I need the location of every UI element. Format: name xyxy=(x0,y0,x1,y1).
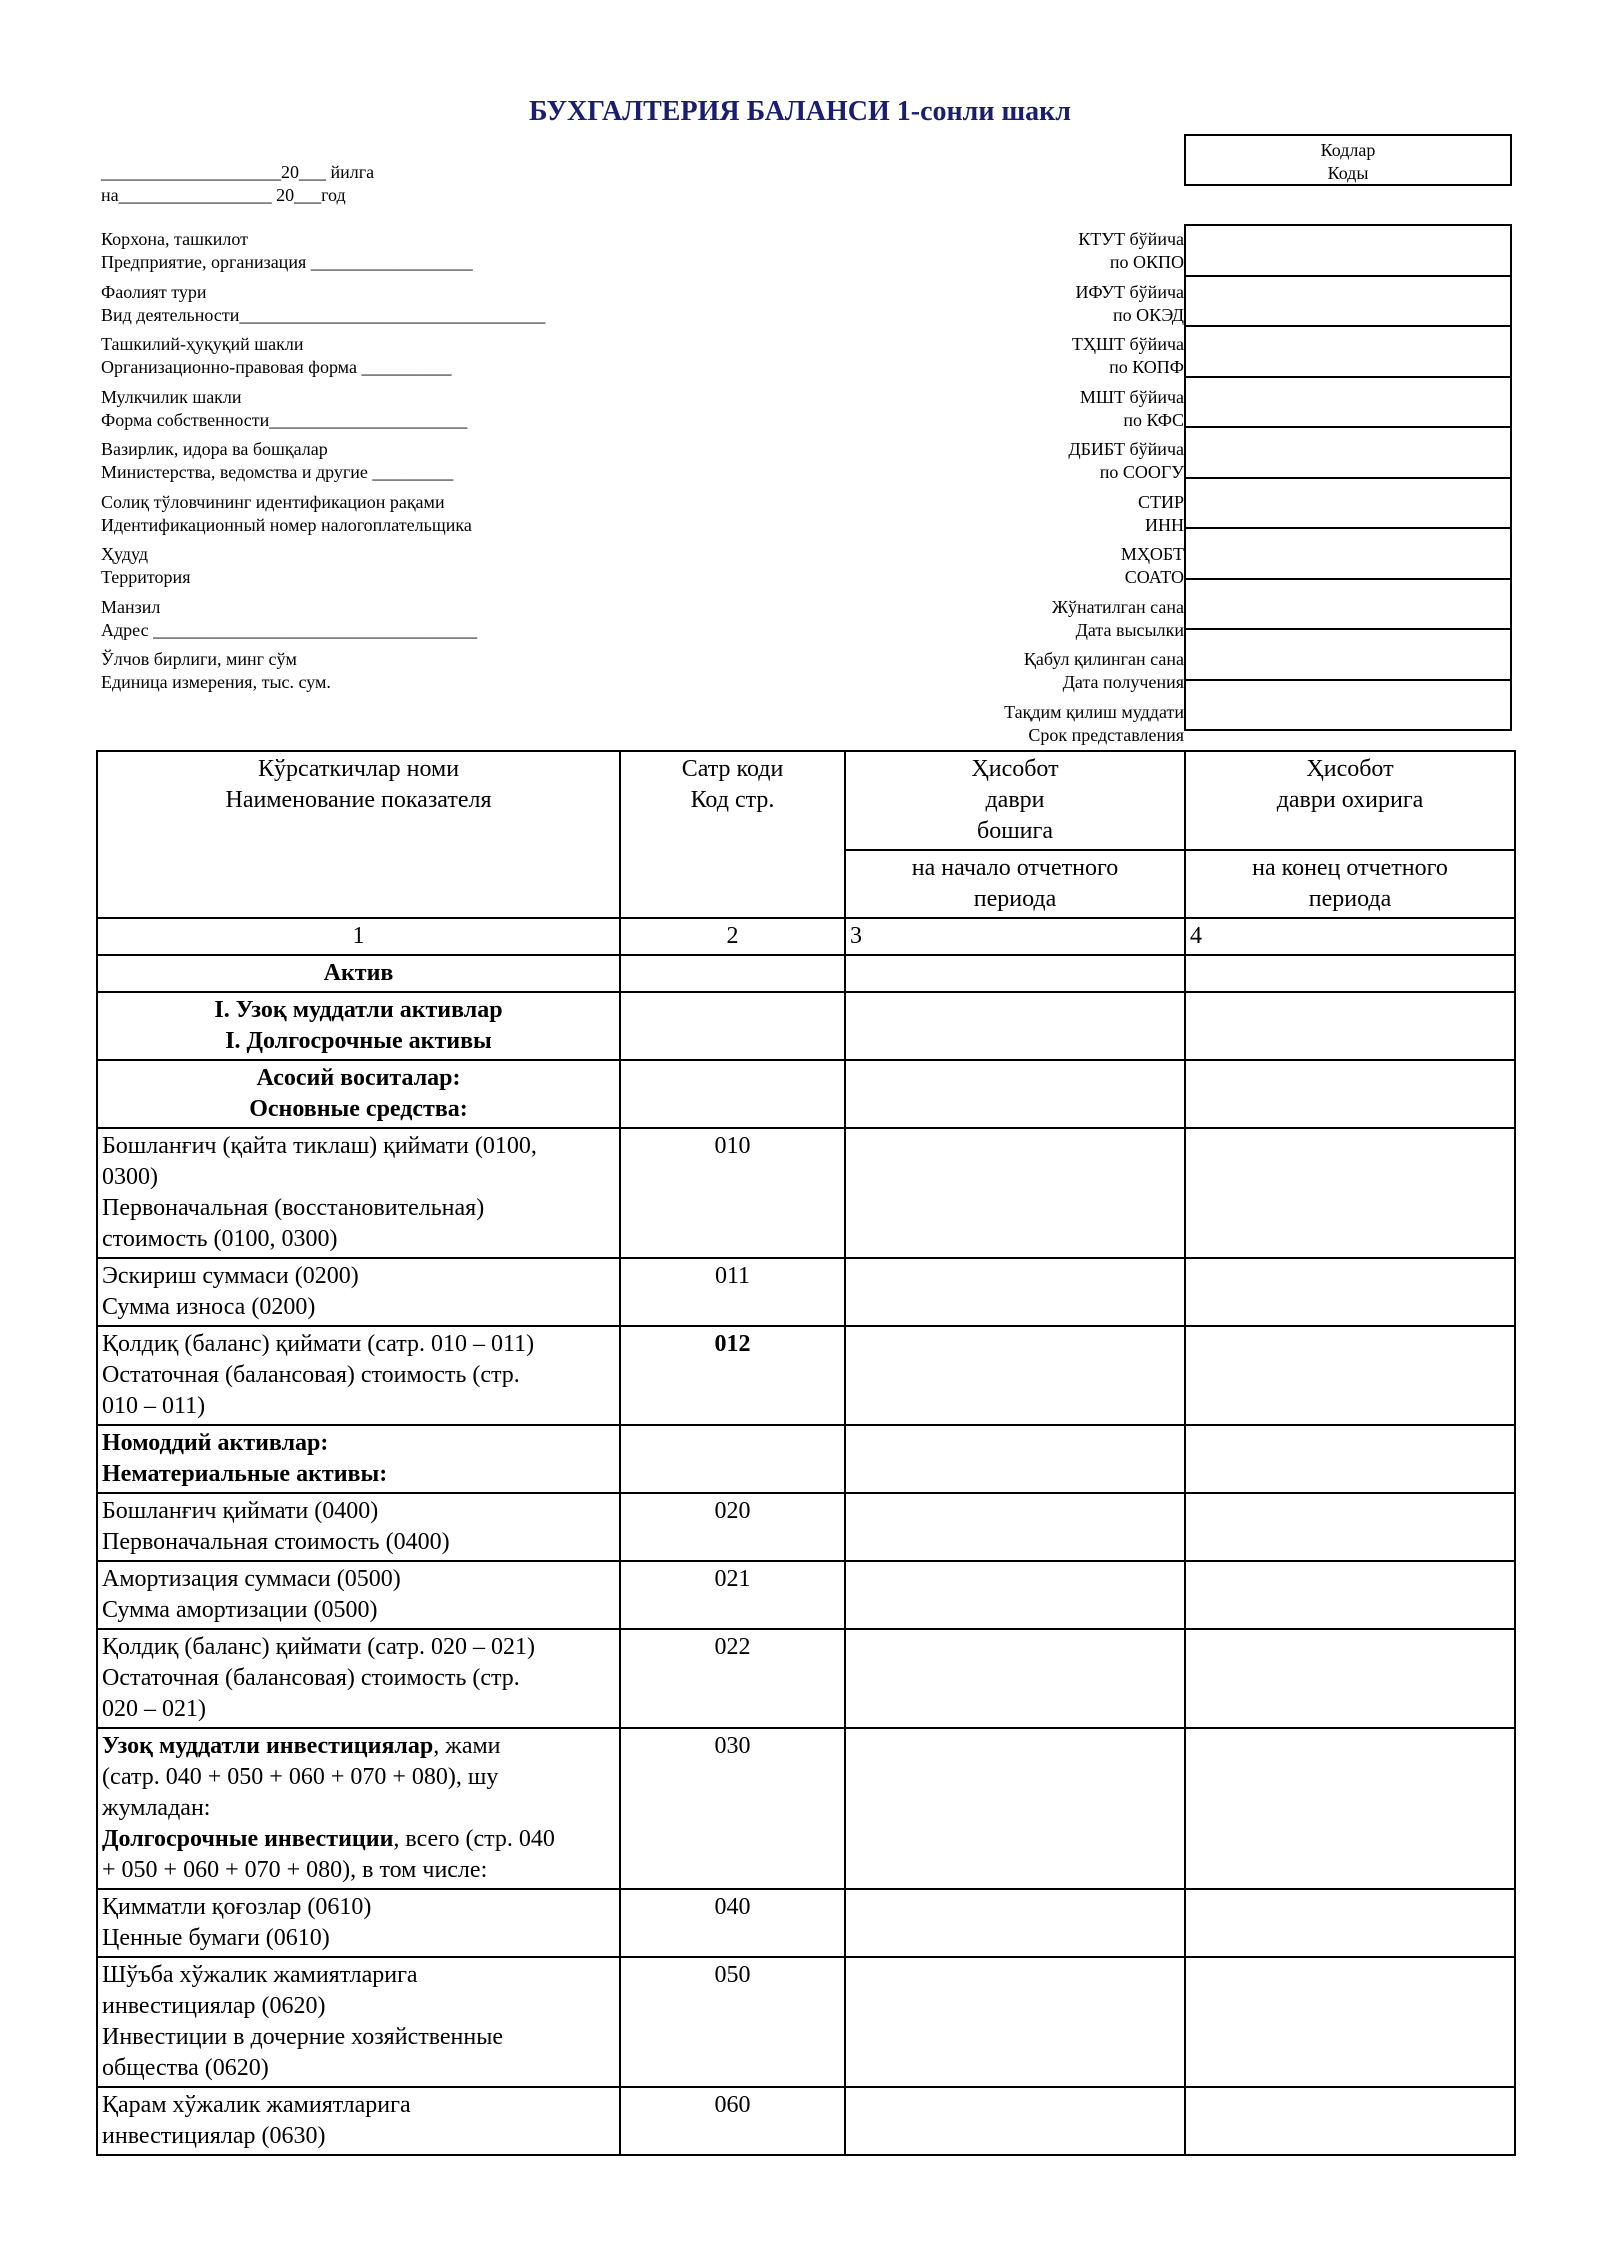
code-value-sent-date[interactable] xyxy=(1184,578,1512,631)
value-end-cell[interactable] xyxy=(1185,1889,1515,1957)
value-start-cell[interactable] xyxy=(845,1425,1185,1493)
header-text: даври охирига xyxy=(1276,787,1424,813)
codes-header-ru: Коды xyxy=(1327,163,1369,183)
row-label-line: Первоначальная (восстановительная) xyxy=(102,1195,485,1221)
value-start-cell[interactable] xyxy=(845,992,1185,1060)
code-label-ru: Дата высылки xyxy=(1075,619,1184,640)
code-value-deadline[interactable] xyxy=(1184,679,1512,732)
code-label-ru: по КОПФ xyxy=(1109,357,1184,377)
row-label xyxy=(97,1326,620,1425)
header-period-end-uz xyxy=(1185,751,1515,850)
row-label-line: 020 – 021) xyxy=(102,1696,206,1722)
row-label xyxy=(97,1258,620,1326)
field-label-ru: Территория xyxy=(101,567,191,587)
header-period-end-ru xyxy=(1185,850,1515,918)
code-label-ru: по ОКПО xyxy=(1109,252,1184,272)
code-cell xyxy=(620,1060,845,1128)
code-label-uz: КТУТ бўйича xyxy=(1078,229,1184,249)
header-text: Наименование показателя xyxy=(225,787,492,813)
code-label-received-date xyxy=(860,648,1184,701)
row-label-line: Остаточная (балансовая) стоимость (стр. xyxy=(102,1362,520,1388)
value-start-cell[interactable] xyxy=(845,1258,1185,1326)
field-label-uz: Фаолият тури xyxy=(101,281,207,302)
row-label xyxy=(97,1889,620,1957)
code-label-oked xyxy=(860,281,1184,334)
code-label-uz: ТҲШТ бўйича xyxy=(1071,334,1184,354)
table-row xyxy=(97,1326,1515,1425)
field-label-uz: Корхона, ташкилот xyxy=(101,229,248,249)
code-cell xyxy=(620,1425,845,1493)
row-label-line: 0300) xyxy=(102,1164,158,1190)
header-indicator-name xyxy=(97,751,620,918)
row-label-line: жумладан: xyxy=(102,1795,211,1821)
header-text: Код стр. xyxy=(690,787,775,813)
section-row-fixed-assets xyxy=(97,1060,1515,1128)
field-label-ru: Адрес ____________________________________ xyxy=(101,619,478,640)
value-end-cell[interactable] xyxy=(1185,1425,1515,1493)
field-label-ru: Министерства, ведомства и другие _________ xyxy=(101,462,454,482)
field-label-uz: Вазирлик, идора ва бошқалар xyxy=(101,439,328,459)
field-label-ru: Вид деятельности__________________________________ xyxy=(101,304,546,325)
code-label-ru: по ОКЭД xyxy=(1112,304,1184,325)
code-label-soogu xyxy=(860,438,1184,491)
row-label-bold: Долгосрочные инвестиции xyxy=(102,1826,394,1852)
section-title xyxy=(97,1425,620,1493)
field-label-ru: Предприятие, организация __________________ xyxy=(101,252,473,272)
field-label-ru: Идентификационный номер налогоплательщика xyxy=(101,514,472,535)
table-row xyxy=(97,1889,1515,1957)
code-label-uz: Тақдим қилиш муддати xyxy=(1004,701,1184,722)
value-end-cell[interactable] xyxy=(1185,1728,1515,1889)
value-end-cell[interactable] xyxy=(1185,992,1515,1060)
header-text: даври xyxy=(985,787,1045,813)
row-label xyxy=(97,1493,620,1561)
value-end-cell[interactable] xyxy=(1185,1060,1515,1128)
header-text: бошига xyxy=(976,818,1054,844)
table-row xyxy=(97,1629,1515,1728)
row-label-line: Первоначальная стоимость (0400) xyxy=(102,1529,450,1555)
field-legal-form xyxy=(101,333,661,386)
value-start-cell[interactable] xyxy=(845,1728,1185,1889)
field-label-ru: Организационно-правовая форма __________ xyxy=(101,357,452,377)
code-cell xyxy=(620,955,845,992)
code-label-ru: по КФС xyxy=(1123,409,1184,430)
code-label-kfs xyxy=(860,386,1184,439)
section-title-ru: Основные средства: xyxy=(249,1096,468,1122)
row-label-line: Сумма износа (0200) xyxy=(102,1294,316,1320)
code-label-inn xyxy=(860,491,1184,544)
codes-header-uz: Кодлар xyxy=(1320,140,1376,160)
value-start-cell[interactable] xyxy=(845,1561,1185,1629)
header-text: Сатр коди xyxy=(681,756,784,782)
column-number: 3 xyxy=(845,918,1185,955)
code-label-deadline xyxy=(860,701,1184,754)
table-row xyxy=(97,1728,1515,1889)
field-label-uz: Мулкчилик шакли xyxy=(101,386,242,407)
period-line-uz: ____________________20___ йилга xyxy=(101,162,375,182)
value-end-cell[interactable] xyxy=(1185,1128,1515,1258)
row-code: 010 xyxy=(620,1128,845,1258)
header-text: Кўрсаткичлар номи xyxy=(257,756,460,782)
code-label-uz: МШТ бўйича xyxy=(1079,386,1184,407)
field-label-uz: Ташкилий-ҳуқуқий шакли xyxy=(101,334,304,354)
row-label-line: Қарам хўжалик жамиятларига xyxy=(102,2092,411,2118)
field-address xyxy=(101,596,661,649)
field-label-uz: Ҳудуд xyxy=(101,544,149,564)
value-start-cell[interactable] xyxy=(845,1493,1185,1561)
row-label-line: (сатр. 040 + 050 + 060 + 070 + 080), шу xyxy=(102,1764,499,1790)
row-label xyxy=(97,1629,620,1728)
section-title xyxy=(97,992,620,1060)
row-code: 021 xyxy=(620,1561,845,1629)
row-code: 022 xyxy=(620,1629,845,1728)
value-start-cell[interactable] xyxy=(845,1629,1185,1728)
field-ownership xyxy=(101,386,661,439)
row-label-line: Ценные бумаги (0610) xyxy=(102,1925,330,1951)
code-label-ru: Дата получения xyxy=(1062,672,1184,692)
code-label-uz: ИФУТ бўйича xyxy=(1075,281,1184,302)
header-period-start-ru xyxy=(845,850,1185,918)
code-label-ru: Срок представления xyxy=(1028,724,1184,745)
code-label-ru: по СООГУ xyxy=(1099,462,1184,482)
field-label-uz: Манзил xyxy=(101,596,161,617)
row-label-line: Бошланғич қиймати (0400) xyxy=(102,1498,379,1524)
table-row xyxy=(97,1957,1515,2087)
value-end-cell[interactable] xyxy=(1185,1258,1515,1326)
code-label-uz: ДБИБТ бўйича xyxy=(1068,439,1184,459)
section-title: Актив xyxy=(97,955,620,992)
section-row-aktiv xyxy=(97,955,1515,992)
row-label-line: Остаточная (балансовая) стоимость (стр. xyxy=(102,1665,520,1691)
field-activity xyxy=(101,281,661,334)
row-label-line: Инвестиции в дочерние хозяйственные xyxy=(102,2024,504,2050)
code-label-ru: СОАТО xyxy=(1124,567,1184,587)
value-end-cell[interactable] xyxy=(1185,1561,1515,1629)
codes-header xyxy=(1184,134,1512,186)
row-label-line xyxy=(102,1824,615,1855)
table-row xyxy=(97,1493,1515,1561)
code-label-uz: СТИР xyxy=(1137,491,1184,512)
row-code: 050 xyxy=(620,1957,845,2087)
value-end-cell[interactable] xyxy=(1185,1493,1515,1561)
table-header-row xyxy=(97,751,1515,850)
code-label-uz: МҲОБТ xyxy=(1120,544,1184,564)
section-title-uz: I. Узоқ муддатли активлар xyxy=(214,997,503,1023)
section-row-intangible xyxy=(97,1425,1515,1493)
table-row xyxy=(97,1128,1515,1258)
code-value-inn[interactable] xyxy=(1184,477,1512,530)
row-code: 030 xyxy=(620,1728,845,1889)
value-start-cell[interactable] xyxy=(845,1326,1185,1425)
row-label xyxy=(97,1728,620,1889)
code-value-soato[interactable] xyxy=(1184,527,1512,580)
header-text: периода xyxy=(1308,886,1392,912)
row-label-line: Сумма амортизации (0500) xyxy=(102,1597,378,1623)
value-end-cell[interactable] xyxy=(1185,2087,1515,2155)
code-value-okpo[interactable] xyxy=(1184,224,1512,277)
balance-table xyxy=(96,750,1516,2156)
code-label-ru: ИНН xyxy=(1145,514,1184,535)
row-label-line: Қолдиқ (баланс) қиймати (сатр. 020 – 021) xyxy=(102,1634,536,1660)
code-value-kfs[interactable] xyxy=(1184,376,1512,429)
value-end-cell[interactable] xyxy=(1185,1326,1515,1425)
form-title: БУХГАЛТЕРИЯ БАЛАНСИ 1-сонли шакл xyxy=(528,96,1072,127)
row-label-line: 010 – 011) xyxy=(102,1393,206,1419)
header-text: Ҳисобот xyxy=(971,756,1059,782)
value-start-cell[interactable] xyxy=(845,1889,1185,1957)
field-label-uz: Ўлчов бирлиги, минг сўм xyxy=(101,649,297,669)
field-unit xyxy=(101,648,661,701)
row-label-rest: , жами xyxy=(433,1733,501,1759)
row-label-line: + 050 + 060 + 070 + 080), в том числе: xyxy=(102,1857,488,1883)
row-label-line: инвестициялар (0630) xyxy=(102,2123,326,2149)
code-label-soato xyxy=(860,543,1184,596)
field-ministry xyxy=(101,438,661,491)
row-label-line: Шўъба хўжалик жамиятларига xyxy=(102,1962,418,1988)
row-code: 060 xyxy=(620,2087,845,2155)
row-code: 012 xyxy=(620,1326,845,1425)
code-label-kopf xyxy=(860,333,1184,386)
period-lines xyxy=(101,161,374,207)
field-territory xyxy=(101,543,661,596)
column-number: 2 xyxy=(620,918,845,955)
row-label-line xyxy=(102,1731,615,1762)
field-label-ru: Форма собственности______________________ xyxy=(101,409,468,430)
table-row xyxy=(97,1561,1515,1629)
code-label-uz: Жўнатилган сана xyxy=(1051,596,1184,617)
row-label xyxy=(97,1957,620,2087)
field-label-ru: Единица измерения, тыс. сум. xyxy=(101,672,331,692)
table-row xyxy=(97,2087,1515,2155)
code-value-oked[interactable] xyxy=(1184,275,1512,328)
org-fields xyxy=(101,228,661,701)
field-tax-id xyxy=(101,491,661,544)
value-start-cell[interactable] xyxy=(845,1128,1185,1258)
row-code: 020 xyxy=(620,1493,845,1561)
row-label-line: Бошланғич (қайта тиклаш) қиймати (0100, xyxy=(102,1133,537,1159)
value-end-cell[interactable] xyxy=(1185,1629,1515,1728)
row-label-bold: Узоқ муддатли инвестициялар xyxy=(102,1733,434,1759)
row-code: 040 xyxy=(620,1889,845,1957)
row-label-line: Амортизация суммаси (0500) xyxy=(102,1566,401,1592)
code-value-boxes xyxy=(1184,224,1512,731)
code-labels xyxy=(860,228,1184,753)
section-title xyxy=(97,1060,620,1128)
row-label-line: Қимматли қоғозлар (0610) xyxy=(102,1894,372,1920)
row-label xyxy=(97,2087,620,2155)
field-label-uz: Солиқ тўловчининг идентификацион рақами xyxy=(101,491,445,512)
section-title-uz: Асосий воситалар: xyxy=(256,1065,461,1091)
code-label-uz: Қабул қилинган сана xyxy=(1023,649,1184,669)
row-label-line: инвестициялар (0620) xyxy=(102,1993,326,2019)
header-text: на конец отчетного xyxy=(1252,855,1448,881)
value-end-cell[interactable] xyxy=(1185,1957,1515,2087)
section-title-ru: I. Долгосрочные активы xyxy=(225,1028,492,1054)
value-start-cell[interactable] xyxy=(845,2087,1185,2155)
value-start-cell[interactable] xyxy=(845,955,1185,992)
code-label-sent-date xyxy=(860,596,1184,649)
section-title-uz: Номоддий активлар: xyxy=(102,1430,329,1456)
header-text: периода xyxy=(973,886,1057,912)
period-line-ru: на_________________ 20___год xyxy=(101,185,346,205)
header-period-start-uz xyxy=(845,751,1185,850)
row-label xyxy=(97,1128,620,1258)
value-start-cell[interactable] xyxy=(845,1060,1185,1128)
section-title-ru: Нематериальные активы: xyxy=(102,1461,388,1487)
header-text: на начало отчетного xyxy=(911,855,1119,881)
column-number: 4 xyxy=(1185,918,1515,955)
row-label-line: Эскириш суммаси (0200) xyxy=(102,1263,359,1289)
code-label-okpo xyxy=(860,228,1184,281)
value-end-cell[interactable] xyxy=(1185,955,1515,992)
code-value-kopf[interactable] xyxy=(1184,325,1512,378)
table-row xyxy=(97,1258,1515,1326)
column-number: 1 xyxy=(97,918,620,955)
section-row-long-term xyxy=(97,992,1515,1060)
field-enterprise xyxy=(101,228,661,281)
code-value-received-date[interactable] xyxy=(1184,628,1512,681)
row-label-line: стоимость (0100, 0300) xyxy=(102,1226,338,1252)
column-number-row xyxy=(97,918,1515,955)
row-label-rest: , всего (стр. 040 xyxy=(393,1826,555,1852)
row-label xyxy=(97,1561,620,1629)
code-cell xyxy=(620,992,845,1060)
header-line-code xyxy=(620,751,845,918)
row-code: 011 xyxy=(620,1258,845,1326)
header-text: Ҳисобот xyxy=(1306,756,1394,782)
row-label-line: общества (0620) xyxy=(102,2055,269,2081)
code-value-soogu[interactable] xyxy=(1184,426,1512,479)
value-start-cell[interactable] xyxy=(845,1957,1185,2087)
row-label-line: Қолдиқ (баланс) қиймати (сатр. 010 – 011) xyxy=(102,1331,535,1357)
